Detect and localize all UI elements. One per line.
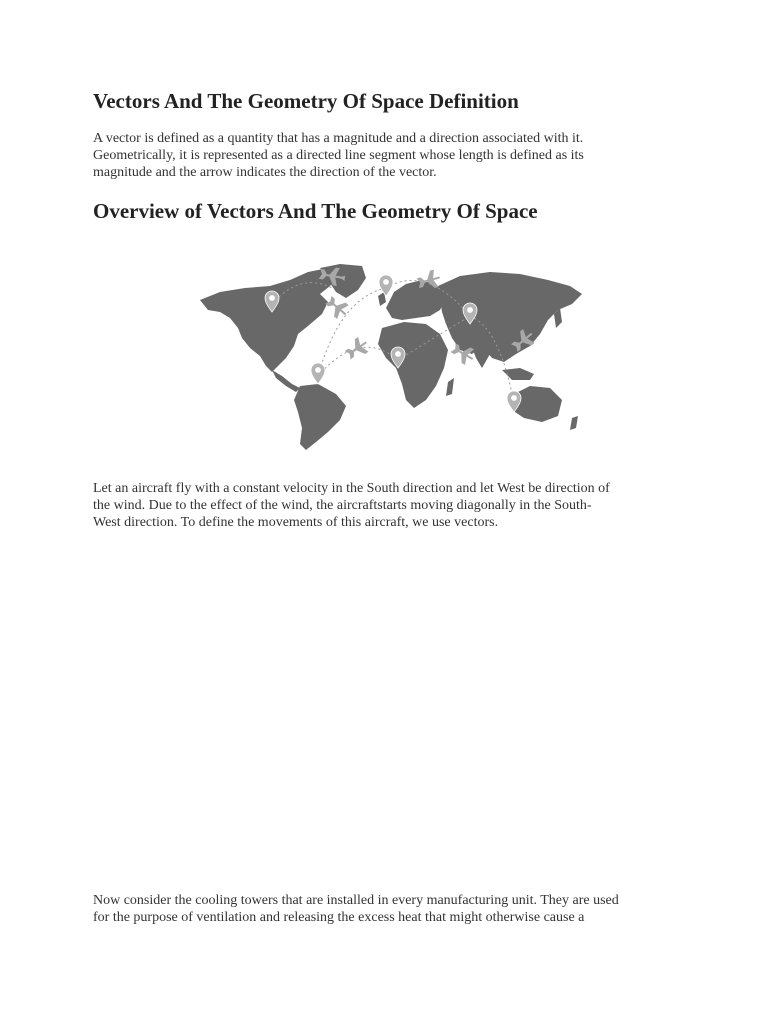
madagascar-shape: [446, 378, 454, 396]
central-america-shape: [272, 370, 300, 392]
text-line: Let an aircraft fly with a constant velocity in the South direction and let West be direction of: [93, 481, 610, 496]
location-pin-icon: [311, 363, 325, 384]
text-line: Now consider the cooling towers that are installed in every manufacturing unit. They are used: [93, 893, 619, 908]
new-zealand-shape: [570, 416, 578, 430]
text-line: A vector is defined as a quantity that has a magnitude and a direction associated with it.: [93, 131, 584, 146]
heading-definition: Vectors And The Geometry Of Space Definition: [93, 89, 519, 113]
south-america-shape: [294, 384, 346, 450]
airplane-icon: [324, 295, 350, 321]
text-line: magnitude and the arrow indicates the direction of the vector.: [93, 165, 437, 180]
text-line: Geometrically, it is represented as a directed line segment whose length is defined as its: [93, 148, 584, 163]
india-shape: [470, 342, 490, 368]
location-pin-icon: [379, 275, 393, 296]
continents: [200, 264, 582, 450]
paragraph-aircraft: [93, 480, 610, 531]
text-line: for the purpose of ventilation and releasing the excess heat that might otherwise cause a: [93, 910, 585, 925]
africa-shape: [378, 322, 448, 408]
paragraph-cooling-towers: [93, 892, 619, 926]
heading-overview: Overview of Vectors And The Geometry Of Space: [93, 199, 538, 223]
airplane-icon: [344, 336, 370, 361]
paragraph-definition: [93, 130, 584, 181]
text-line: West direction. To define the movements of this aircraft, we use vectors.: [93, 515, 499, 530]
flight-path: [318, 288, 386, 376]
north-america-shape: [200, 268, 338, 372]
world-map-image: [190, 258, 590, 454]
text-line: the wind. Due to the effect of the wind, the aircraftstarts moving diagonally in the South-: [93, 498, 592, 513]
